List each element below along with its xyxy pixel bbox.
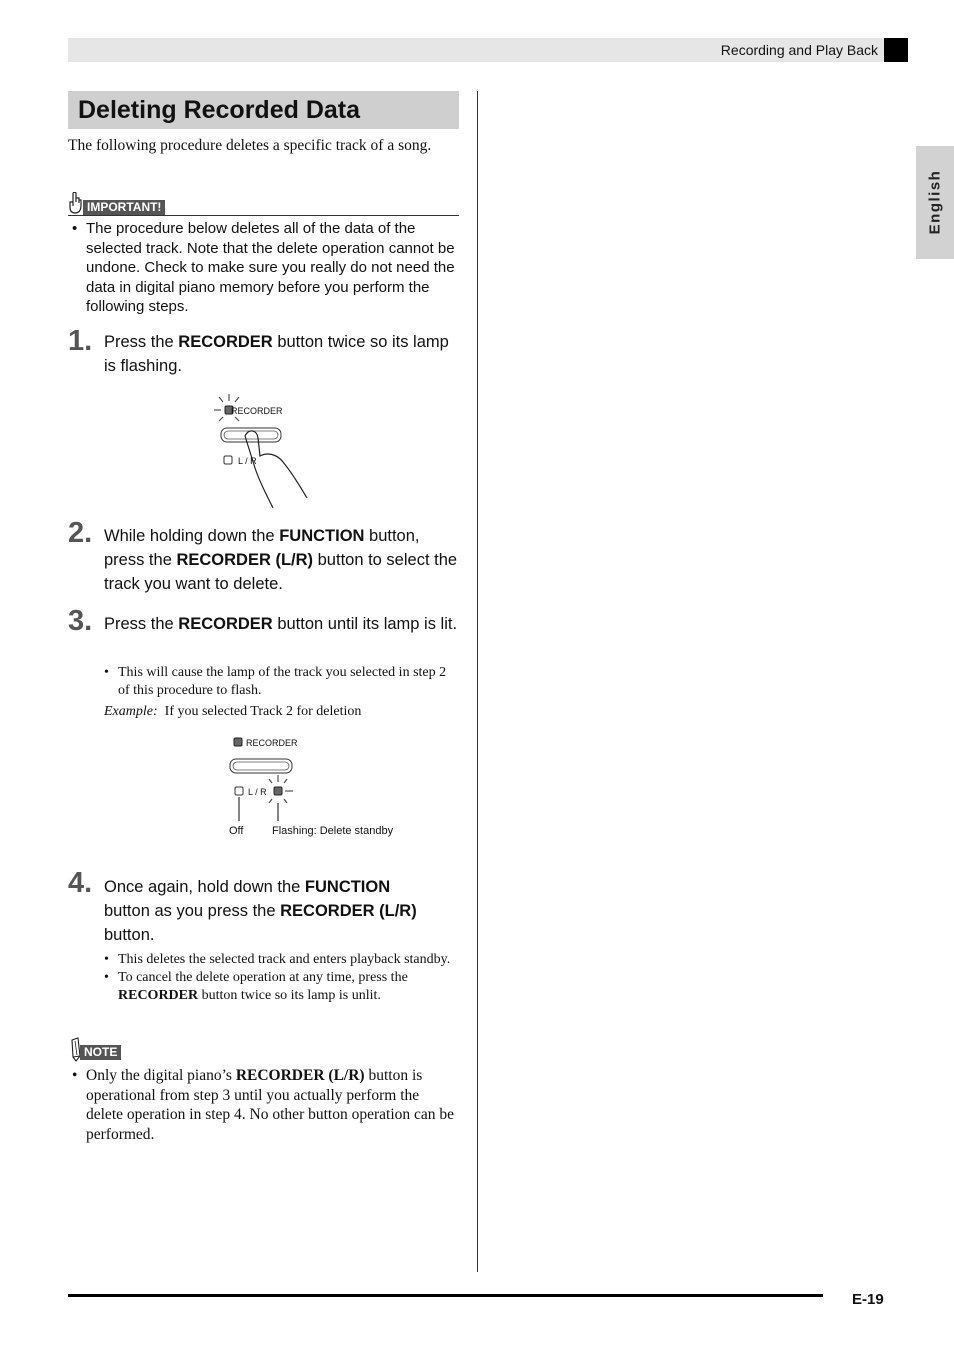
step-text: Once again, hold down the FUNCTION button as you press the RECORDER (L/R) button.: [104, 878, 417, 944]
example-line: Example: If you selected Track 2 for deletion: [104, 704, 362, 719]
footer-rule: [68, 1294, 823, 1297]
step-text: While holding down the FUNCTION button, press the RECORDER (L/R) button to select the track you want to delete.: [104, 527, 458, 593]
intro-paragraph: The following procedure deletes a specific track of a song.: [68, 137, 432, 154]
column-divider: [477, 91, 478, 1272]
language-tab-label: English: [926, 169, 944, 235]
step-text: Press the RECORDER button twice so its lamp is flashing.: [104, 333, 449, 375]
step-number: 2.: [68, 517, 93, 549]
step-number: 1.: [68, 325, 93, 357]
recorder-label: RECORDER: [246, 738, 298, 748]
step-bullets: [104, 951, 459, 1005]
note-item: • Only the digital piano’s RECORDER (L/R) button is operational from step 3 until you actually perform the delete operation in step 4. No other button operation can be performed.: [68, 1066, 460, 1144]
off-label: Off: [229, 825, 244, 837]
important-badge: IMPORTANT!: [83, 200, 165, 215]
step-bullets: [104, 664, 459, 700]
step-bullet: • To cancel the delete operation at any time, press the RECORDER button twice so its lamp is unlit.: [104, 969, 459, 1005]
step-bullet: • This deletes the selected track and enters playback standby.: [104, 951, 459, 969]
recorder-label: RECORDER: [231, 406, 283, 416]
flashing-label: Flashing: Delete standby: [272, 825, 394, 837]
step-bullet: • This will cause the lamp of the track you selected in step 2 of this procedure to flash.: [104, 664, 459, 700]
important-list: [68, 219, 460, 317]
note-list: [68, 1066, 460, 1144]
section-title: Recording and Play Back: [720, 42, 878, 58]
important-rule: [68, 215, 459, 216]
step-number: 3.: [68, 605, 93, 637]
important-item: • The procedure below deletes all of the data of the selected track. Note that the delete operation cannot be undone. Check to make sure you really do not need the data in digital piano memory before you perform the following steps.: [68, 219, 460, 317]
note-badge: NOTE: [80, 1045, 121, 1060]
pointing-hand-icon: [68, 192, 84, 216]
lr-label: L / R: [248, 787, 267, 797]
page-title: Deleting Recorded Data: [78, 96, 361, 124]
step-number: 4.: [68, 867, 93, 899]
lr-label: L / R: [238, 456, 257, 466]
step-text: Press the RECORDER button until its lamp is lit.: [104, 615, 458, 633]
header-marker: [884, 38, 908, 62]
page-number: E-19: [852, 1291, 884, 1308]
